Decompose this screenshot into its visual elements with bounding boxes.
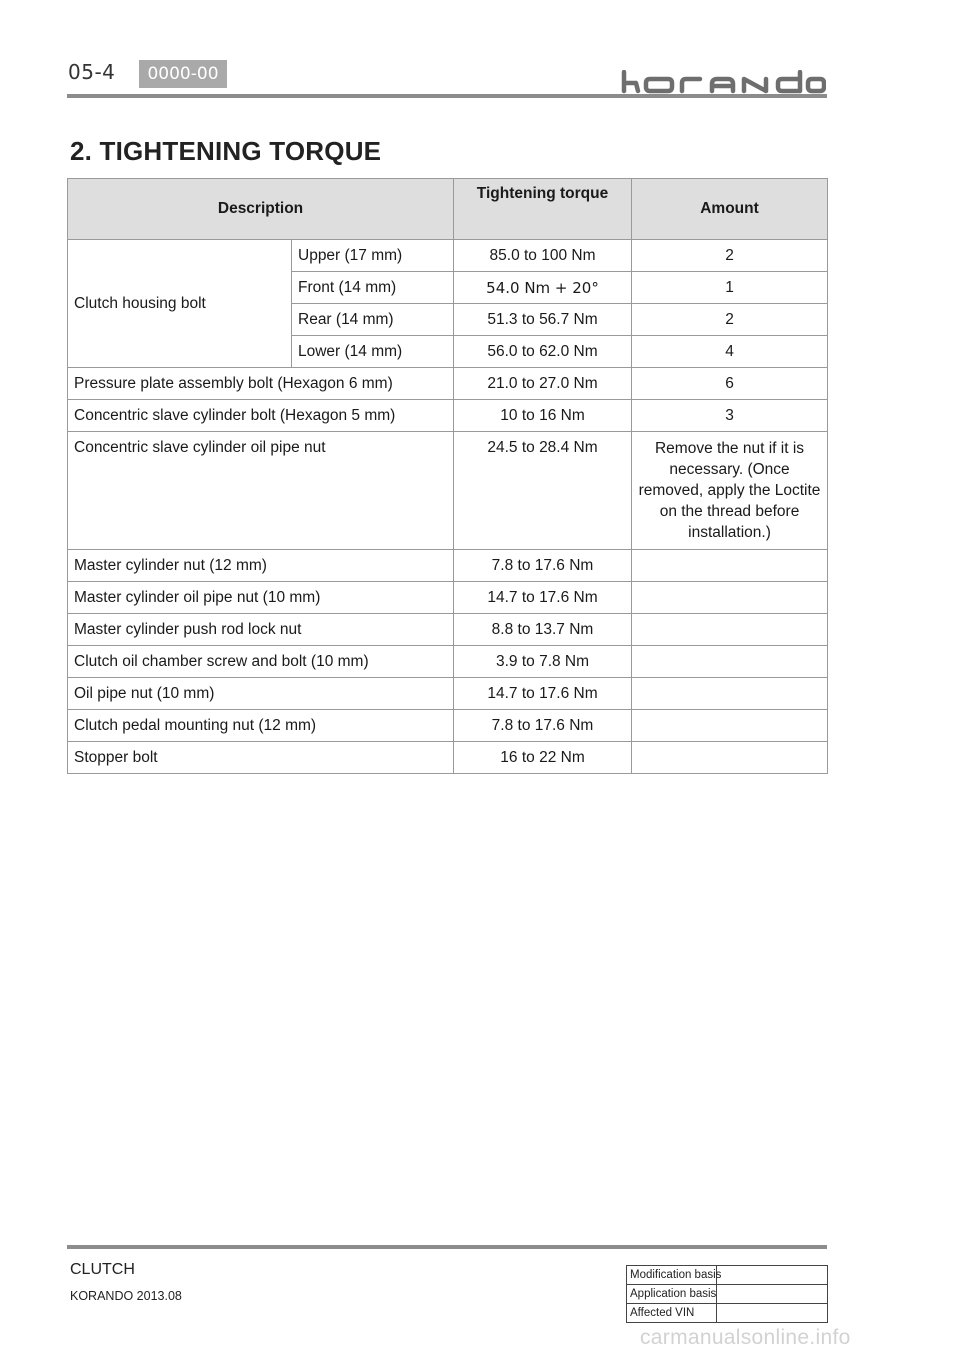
description-cell: Master cylinder oil pipe nut (10 mm) — [68, 582, 454, 614]
torque-value: 8.8 to 13.7 Nm — [454, 614, 632, 646]
code-badge: 0000-00 — [139, 60, 227, 88]
bolt-position: Lower (14 mm) — [292, 336, 454, 368]
description-cell: Clutch oil chamber screw and bolt (10 mm) — [68, 646, 454, 678]
modification-basis-value — [717, 1266, 828, 1285]
amount-value: 2 — [632, 240, 828, 272]
description-cell: Concentric slave cylinder bolt (Hexagon 5 mm) — [68, 400, 454, 432]
amount-value — [632, 614, 828, 646]
header-divider — [67, 94, 827, 98]
description-cell: Stopper bolt — [68, 742, 454, 774]
site-watermark: carmanualsonline.info — [640, 1326, 851, 1349]
torque-value: 54.0 Nm + 20° — [454, 272, 632, 304]
bolt-position: Front (14 mm) — [292, 272, 454, 304]
modification-basis-label: Modification basis — [627, 1266, 717, 1285]
table-row — [68, 400, 828, 432]
torque-value: 7.8 to 17.6 Nm — [454, 710, 632, 742]
modification-row — [627, 1266, 828, 1285]
footer-model-date: KORANDO 2013.08 — [70, 1289, 182, 1303]
amount-value: 4 — [632, 336, 828, 368]
amount-value — [632, 646, 828, 678]
header-tightening-torque: Tightening torque — [454, 179, 632, 240]
modification-row — [627, 1285, 828, 1304]
torque-value: 56.0 to 62.0 Nm — [454, 336, 632, 368]
torque-value: 14.7 to 17.6 Nm — [454, 582, 632, 614]
clutch-housing-bolt-label: Clutch housing bolt — [68, 240, 292, 368]
amount-value — [632, 742, 828, 774]
torque-value: 85.0 to 100 Nm — [454, 240, 632, 272]
torque-table — [67, 178, 828, 774]
amount-note: Remove the nut if it is necessary. (Once removed, apply the Loctite on the thread before installation.) — [632, 432, 828, 550]
bolt-position: Upper (17 mm) — [292, 240, 454, 272]
torque-value: 7.8 to 17.6 Nm — [454, 550, 632, 582]
modification-table — [626, 1265, 828, 1323]
affected-vin-label: Affected VIN — [627, 1304, 717, 1323]
application-basis-value — [717, 1285, 828, 1304]
modification-row — [627, 1304, 828, 1323]
amount-value: 2 — [632, 304, 828, 336]
torque-value: 21.0 to 27.0 Nm — [454, 368, 632, 400]
amount-value: 1 — [632, 272, 828, 304]
table-header-row — [68, 179, 828, 240]
torque-value: 10 to 16 Nm — [454, 400, 632, 432]
torque-value: 14.7 to 17.6 Nm — [454, 678, 632, 710]
table-row — [68, 432, 828, 550]
amount-value — [632, 678, 828, 710]
torque-value: 16 to 22 Nm — [454, 742, 632, 774]
table-row — [68, 550, 828, 582]
table-row — [68, 742, 828, 774]
amount-value — [632, 582, 828, 614]
torque-value: 51.3 to 56.7 Nm — [454, 304, 632, 336]
header-description: Description — [68, 179, 454, 240]
table-row — [68, 240, 828, 272]
table-row — [68, 614, 828, 646]
description-cell: Pressure plate assembly bolt (Hexagon 6 mm) — [68, 368, 454, 400]
table-row — [68, 646, 828, 678]
footer-section-name: CLUTCH — [70, 1261, 135, 1278]
description-cell: Oil pipe nut (10 mm) — [68, 678, 454, 710]
torque-value: 3.9 to 7.8 Nm — [454, 646, 632, 678]
footer-divider — [67, 1245, 827, 1249]
amount-value: 6 — [632, 368, 828, 400]
table-row — [68, 710, 828, 742]
amount-value — [632, 550, 828, 582]
amount-value: 3 — [632, 400, 828, 432]
korando-logo — [620, 70, 826, 94]
amount-value — [632, 710, 828, 742]
description-cell: Master cylinder push rod lock nut — [68, 614, 454, 646]
description-cell: Master cylinder nut (12 mm) — [68, 550, 454, 582]
table-row — [68, 582, 828, 614]
header-amount: Amount — [632, 179, 828, 240]
bolt-position: Rear (14 mm) — [292, 304, 454, 336]
page-number: 05-4 — [68, 60, 116, 84]
application-basis-label: Application basis — [627, 1285, 717, 1304]
section-title: 2. TIGHTENING TORQUE — [70, 136, 382, 166]
affected-vin-value — [717, 1304, 828, 1323]
description-cell: Concentric slave cylinder oil pipe nut — [68, 432, 454, 550]
description-cell: Clutch pedal mounting nut (12 mm) — [68, 710, 454, 742]
table-row — [68, 368, 828, 400]
table-row — [68, 678, 828, 710]
torque-value: 24.5 to 28.4 Nm — [454, 432, 632, 550]
